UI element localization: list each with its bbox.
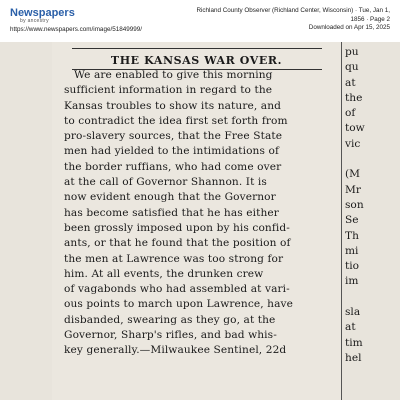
fragment-line: at bbox=[345, 321, 356, 334]
meta-line-1: Richland County Observer (Richland Center, Wisconsin) · Tue, Jan 1, bbox=[196, 7, 390, 14]
article bbox=[52, 42, 341, 400]
meta-line-3: Downloaded on Apr 15, 2025 bbox=[308, 24, 390, 31]
article-line: to contradict the idea first set forth from bbox=[64, 114, 288, 127]
fragment-line: hel bbox=[345, 351, 362, 364]
meta-line-2: 1856 · Page 2 bbox=[350, 15, 390, 23]
logo-subtitle: by ancestry bbox=[20, 18, 49, 24]
article-line: Governor, Sharp's rifles, and bad whis- bbox=[64, 329, 277, 342]
article-line: now evident enough that the Governor bbox=[64, 191, 276, 204]
newspaper-clipping bbox=[0, 42, 400, 400]
article-line: been grossly imposed upon by his confid- bbox=[64, 221, 290, 234]
article-line: We are enabled to give this morning bbox=[74, 69, 273, 81]
adjacent-column-fragment bbox=[345, 45, 400, 366]
article-line: Kansas troubles to show its nature, and bbox=[64, 99, 282, 112]
article-headline: THE KANSAS WAR OVER. bbox=[110, 54, 283, 67]
fragment-line: Se bbox=[345, 214, 359, 227]
article-line: sufficient information in regard to the bbox=[64, 84, 273, 97]
article-body bbox=[64, 68, 339, 359]
fragment-line: Th bbox=[345, 229, 359, 242]
article-line: the men at Lawrence was too strong for bbox=[64, 252, 284, 265]
fragment-line: tow bbox=[345, 122, 365, 135]
fragment-line: tio bbox=[345, 260, 360, 273]
fragment-line: tim bbox=[345, 336, 363, 349]
headline-top-rule bbox=[72, 48, 322, 49]
article-line: ous points to march upon Lawrence, have bbox=[64, 298, 293, 311]
article-line: key generally.—Milwaukee Sentinel, 22d bbox=[64, 344, 287, 357]
fragment-line: the bbox=[345, 91, 363, 104]
fragment-line: Mr bbox=[345, 183, 361, 196]
article-line: disbanded, swearing as they go, at the bbox=[64, 313, 276, 326]
fragment-line: son bbox=[345, 198, 364, 211]
publication-meta bbox=[180, 7, 390, 33]
fragment-line: vic bbox=[345, 137, 361, 150]
fragment-line bbox=[345, 152, 400, 167]
fragment-line: im bbox=[345, 275, 359, 288]
newspapers-header-bar bbox=[0, 0, 400, 40]
fragment-line bbox=[345, 290, 400, 305]
image-url[interactable]: https://www.newspapers.com/image/51849999/ bbox=[10, 26, 142, 33]
article-line: the border ruffians, who had come over bbox=[64, 160, 282, 173]
fragment-line: qu bbox=[345, 61, 359, 74]
logo-text: Newspapers bbox=[10, 7, 75, 19]
fragment-line: pu bbox=[345, 46, 359, 58]
fragment-line: (M bbox=[345, 168, 360, 181]
fragment-line: sla bbox=[345, 306, 361, 319]
article-line: ants, or that he found that the position of bbox=[64, 237, 291, 250]
article-line: of vagabonds who had assembled at vari- bbox=[64, 283, 290, 296]
fragment-line: of bbox=[345, 107, 356, 120]
article-line: pro-slavery sources, that the Free State bbox=[64, 130, 283, 143]
article-line: men had yielded to the intimidations of bbox=[64, 145, 279, 158]
newspapers-logo[interactable] bbox=[10, 8, 75, 24]
fragment-line: at bbox=[345, 76, 356, 89]
article-line: him. At all events, the drunken crew bbox=[64, 267, 264, 280]
column-divider bbox=[341, 42, 342, 400]
article-line: has become satisfied that he has either bbox=[64, 206, 279, 219]
article-line: at the call of Governor Shannon. It is bbox=[64, 176, 267, 189]
fragment-line: mi bbox=[345, 244, 359, 257]
